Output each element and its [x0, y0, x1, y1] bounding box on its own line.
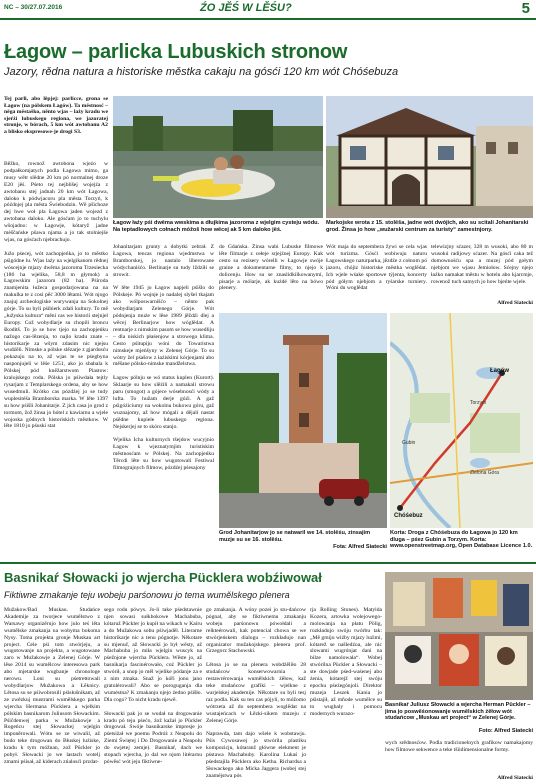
map-label-chosebuz: Chóśebuz	[394, 513, 423, 519]
article1-col5-body: telewizjny sćazer, 328 m wusoki, abo 80 m wusokú radijowy sćazer. Na gósći caka tež domownośću spa a muzej pód gołym njebjom we wjasu Jemiołow. Sćejny njejo łaźko namakat městu w hotelu abo kjarcmje, rowenož tuch samych jo how bjeńte wjele.	[431, 244, 533, 285]
article2-col4-body: rja Rolling Stones). Matylda Kozera, artowka wolejowego-molowanja na płatu Pölig, rozkładujo swóju twórbu tak: „Mě gmiju wiźby mjazy luźimi, kótarež se našledźoa, ale nic slowami wugrónjat dani na bilze namolowała“. Wobej stwórilna Pückler a Słowacki – ste dowjade pśed-waśenej abo żenia, kótarejž stej swóju epochu pśeźegónjoli. Direktor muzeja Leszek Kania jo pśistajił, až mňode wumělce su to wugbaly i pomocu modernych wurazo-	[310, 607, 382, 717]
gate-caption: Markojske wrota z 15. stolěša, jadne wót dwójich, ako su scitali Johanitarski grod. Žinsa jo how „wužarski centrum za turisty“ zamestnjony.	[326, 220, 529, 233]
gate-photo-image	[326, 96, 533, 218]
article1-col1-body: Běžko, rownož awtobona wjeźo w podpałkomjatych podla Łagowa mimo, ga musy wětr slědne 20 km pó normalnej droze E20 jěś. Pśeto tej nejblišej wojejźa z awtobanu stej jadnah 20 km wót Łagowa, daloko k pódwjacoru pla města Torzyń, k późdnjej pla města Świebodzin. Wě pšichoze dej hwe woł pla Łagowa jaden wojezd z awtobana daloko. Ale gósćam jo to tuchylu wšojadno: w Łagowje, kótaryž jadne mèščańske pšawa njama a jo tak stolniejše wjas, na gósćach njebrachujo. Južo pśecej, wót zachopjeńka, jo to městko pśigódne lu. Wjas laży na wjelgikanom rědnej wóscejnje mjazy dwěma jazoroma Trzesiecka (186 ha wjelika, 58,8 m głymok) a Łagowskim jazorom (82 ha). Pśiroda znamjenita łužeca gospodarjowana na na makulka te z cosi pěć 3000 lětami. Wót njogo znajuj archeologiske wurywanja na Sokolnej górje. To su byli pśibierk zdali kultury. To mě „łužyska kultura“ měni cas we historii stejnjel Europy. Což wobydlarje su chopili broncu škoditš. To jo se how tjejo na zachopjeńku nažogo cas-lězenja, to najlo kradu znate – historikarje za wšym zdasim nic njejsu wudźěli. Nimske a pólske slězarje z gjardosću pokazuju na to, až wjas te se pśegbyna nasponjujeli w lěśe 1251, ako jo sbabala k Pólskej pód kněžarstwom Piastow: kralojskego rodu. Pólska jo pśiwdała tejtly rysarjam z Templarskego ordena, aby se how wusedmuli. Krótko cas pózdźej jo se tudy wuplesitéša Bramborska marka. W lěte 1397 su how pśišli Johanitarje. Z jich casa jo grod z tormom, žož žinsa jo hótel z kawiarnu a wjele wojoska gódnych historiskich městkow. W lěte 1810 jo pśuski stat	[4, 161, 108, 430]
article2-col3-body: go zmakanja. A wóny pozei jo stu-dańcow pógnal, aby se fiktiwnemu zmakanju wobeju parśonowu pówołdali a relkteérowali, kak potencial chowa se we stwórjeńskem dialogu – rozkładujo nan organizator mužakojskego plenera prof. Grzegorz Stachowski. Lětosa jo se na plenera wobdźěliło 28 studańcow konserwowarnia a restawrérowanja wumělskich źěłow, kaž teke studańcow grafiki – wjelkne z warjelskej akademije. Někotare su byli tesj raz podla. Kak su ten cas pójyli, to móžomo wótrzeta až do septembera woglědat na wustajeńcach w Łězki-sikem muzeju z Zelenej Górje. Naprawda, tam dajo wšele k wobstawju. Pśis Cywosawej jo stwórila plastiku kompozicju, kótaranž główne elekment je pśstawa Machabuby. Karolina Lukaś jo pśedstajila Pücklera ako Ketha. Richardsa a Słowackego ako Micka Jaggera (wobej stej znaméjstwa pós	[206, 607, 306, 779]
article1-author: Alfred Siatecki	[497, 300, 533, 306]
portraits-credit: Foto: Alfred Siatecki	[478, 728, 533, 734]
article2-top-rule	[0, 562, 536, 564]
article1-subheadline: Jazory, rědna natura a historiske městka cakaju na gósći 120 km wót Chóśebuza	[4, 66, 399, 78]
article2-col5-body: wych srědnosćow. Podla tradicionelnych grafikow namakajomy how filmowe sekwence a teke tšiidimensionalne formy.	[385, 740, 533, 753]
article2-author: Alfred Siatecki	[497, 775, 533, 781]
article2-col1-body: Mužakow/Bad Muskau. Studańce Akademije za tworjece wumělstwo z Warsawy organizěrujo how julo teś lěta wumělske zmakanja na wobyma bokoma Nysy. Toma projekta gronje Muskau art project. Cele pśi tom stwórjeju, a wugotowanje na projekta, a wugotowane zaro w Mužakowje a Zelenej Górje. W lěse 2014 su wumělcow interesowa park abo mjetarske wugbanje chronologe nerowu. Loni su pśetrettowali wobydlarjow Mužakowa a Łĕknicy. Lětosa su se pśiwobrosili pśisłušnikam, až ze zwězkuj mustrami wumělskego parka wjercha Hermana Pücklera a wjelkim pólskim basnikarom Juliusom Słowackim. Pśiĉdenwej parka w Mužakowje a Rogeńcu stej Słowackej wjelgin imponěrowali. Wótu se ze wiwalil, až budo teke drogowan do Błuskej luźiske, kradu k tym móžnan, zož Pückler jo pobył. Słowacki jo we lastach wotelj zmami pśisał, až kiderach zńalosći przdat-	[4, 607, 100, 765]
map-caption: Korta: Droga z Chóśebuza do Łagowa jo 120 km dluga – pśez Gubin a Torzym. Korta: www.openstreetmap.org, Open Database Licence 1.0.	[390, 530, 533, 550]
gate-photo	[326, 96, 533, 218]
article2-headline: Basnikaŕ Słowacki jo wjercha Pücklera wobźiwował	[4, 570, 322, 585]
tower-caption: Grod Johanitarjow jo se natwaril we 14. stolěśu, zinsajim muzje su se 16. stolěśu.	[219, 530, 371, 543]
map-label-lagow: Łagów	[490, 368, 509, 374]
article1-col2-body: Johanitarjam grunty a dobytki zebrał. Z Łagowa, tencas regiona wjedmstwa w Bramborskej, jo nastalo liberowane wódychaniśćo. Berlinarje su tudy lždziłi se strowit. W lěte 1945 jo Łagow napjeli pśišlo do Pólskeje. Pó wojnje jo nadalej slyšel tkajam ako wólposwarnišćo – něnto pak wobydlarjam Zelenego Górje. Wót pódnjenja muże w lěse 1989 jěždźi dlej a wěcej Berlinarjow how wóglědat. A rentnarje z nimskim pasom se how wusedliju – dla niskich płaśenjow a strowego klima. Cesto pśitupiju wóni do Towaristwa nimskeje mjeńšyny w Zelenej Górje. To su wótry žel pśašow z łaźiskimi kórjenjami abo měšane pólsko-nimske mandželstwa. Łagow pólnju se wó status kuplen (Kurort). Sklaarje su how slěźili a namakali strowu paru (smogot) a gójece wósebnosći wódy a lufta. To hužam derje góźi. A gaž pśigóźiciumy na wokolnu bukowu góru, gaž wuznajomy, až how mógali a dějali nastat pśědne kupiele lubuskego regiona. Nejskerjej se to skóro stanjo. Wjelika Icha kulturnych tšejdow wucyjnio Łagow k wjeznatymjim turistiskim městnosćam w Pólskej. Na zachopjeńku Těrcdi lěte su how wugotowali Festiwal filmograjnych filmow, pózdźej pśesajony	[113, 244, 214, 471]
section-title: ŹO JĔŚ W LĚŚU?	[200, 2, 292, 14]
portraits-photo-image	[385, 572, 533, 700]
map-label-gubin: Gubin	[402, 440, 416, 446]
issue-info: NC – 30/27.07.2016	[4, 4, 63, 11]
portraits-caption: Basnikaŕ Juliusz Słowacki a wjercha Herman Pückler – jima jo poswěśonowanje wumělskich źěłow wót studańcow „Muskau art project“ w Zelenej Górje.	[385, 702, 531, 722]
header-rule	[0, 18, 536, 20]
article2-col2-body: sego rodu pówys. Jo-li take pśedstawnie njen sowasi sułkbokowe Machabuba, kótaruž Pückler jo kupił na wikach w Kairu a do Mužakowa sobu pśiwjaděl. Literarne historikarje nic a tenu pógnotje. Někotare su mjenuč, až Słowacki jo był wěsty, až Machabuba jo miła wjelgin wuscyk na pśežnjone wjercha Pücklera. Wěste jo, až basnikarja fascinérowało, coź Pückler jo stwórił, a snop jo měl wjelike pódanje za e z nim zmaka. Snaž jo kóři jonu jano gratulérowali? Abo se poroguganja dla wumėstna? K zmakanju njejo źedno pśišło. Dla cogo? To nicht kradu njewě. Słowacki pak jo se wudał na drogowanie kradu pó teju pśećo, źož kažał jo Pückler drogował. Swóje basnikarske impresje jo pśetsiżał we poemu Podróż z Neapolu do Ziemi Świętej i Do Drogowanie a Neapolu do swjetej zemje). Basnikaŕ, dach we stopach wjercha, jo dal we njom litérarnu pówěsć wót jeju fiktiwne-	[104, 607, 202, 765]
page-number: 5	[521, 0, 530, 17]
tower-photo-image	[219, 313, 387, 528]
boats-photo	[113, 96, 323, 218]
boats-photo-image	[113, 96, 323, 218]
route-map	[390, 313, 533, 528]
tower-credit: Fota: Alfred Siatecki	[333, 544, 387, 550]
map-label-torzym: Torzym	[470, 400, 487, 406]
article1-lead: Tej parli, abo lěpjej: parlicce, grona se Łagow (na pólskem Łagów). Ta městnosć – něga městaško, něnto wjas – laży kradu we sjeŕźi lubuskego regiona, we jazoratej stronje, w bórach, 5 km wót awtobanu A2 a blisko ekspresowe-je drogi S3.	[4, 96, 108, 135]
article1-col3-body: do Gdańska. Žinsa wabi Lubuske filmowe lěte filmarje z cełeje srjejźnej Europy. Kak cesto su rezisery wórelli w Łagowje swóje graine a dokumentarne filmy, to njejo k dolicenju. How su se znaslidkilkowanymi, pisarje a mólarje, ak kuźdé lěto na bówo plenery.	[219, 244, 323, 292]
map-label-zielona-gora: Zielona Góra	[470, 470, 499, 476]
article2-subheadline: Fiktiwne zmakanje teju wobeju parśonowu jo tema wumělskego plenera	[4, 590, 290, 600]
tower-photo	[219, 313, 387, 528]
article1-headline: Łagow – parlicka Lubuskich stronow	[4, 41, 348, 63]
boats-caption: Łagow łaży pśi dwěma wwskima a dłujkima jazoroma z wjelgim cysteju wódu. Na teptadlowych cołnach móžoš how wěcej ak 5 km daloko jěś.	[113, 220, 320, 233]
portraits-photo	[385, 572, 533, 700]
route-map-image	[390, 313, 533, 528]
article1-col4-body: Wót maja do septembera žywi se cela wjas wót turizma. Gósći wobiwuju naturu Łagowskego naturparka, jězdźe z cołnom pó jazoru, chójiz historiske městka woglědat. Ich wjele wśake sportowe týjenta, koncerty pód gółym njebjom a ryśarske turniery. Wóni du woglědat	[326, 244, 427, 292]
